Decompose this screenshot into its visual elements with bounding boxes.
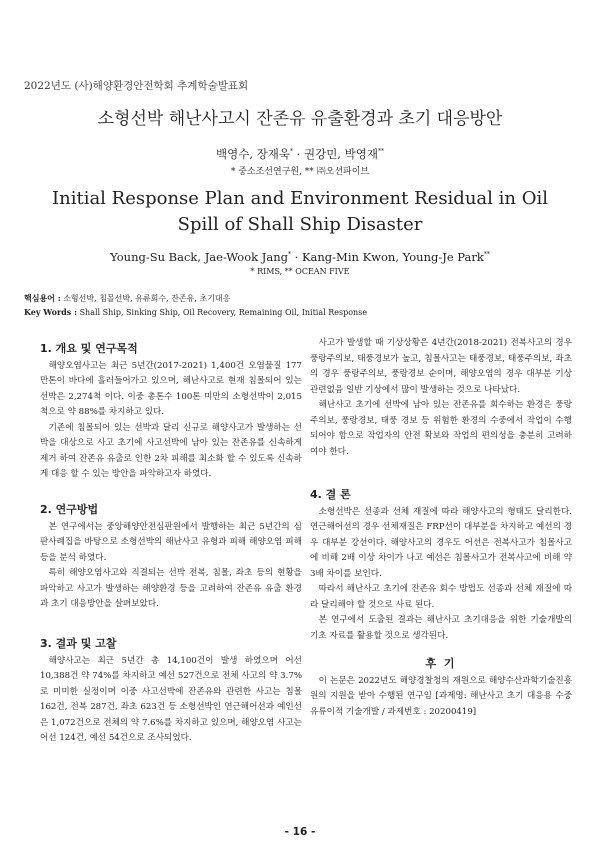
authors-korean-first: 백영수, 장재욱 (216, 147, 291, 161)
section-2-paragraph: 특히 해양오염사고와 직결되는 선박 전복, 침몰, 좌초 등의 현황을 파악하고 사고가 발생하는 해양환경 등을 고려하여 잔존유 유출 환경과 초기 대응방안을 살펴보았다. (40, 568, 302, 609)
section-3-paragraph: 사고가 발생할 때 기상상황은 4년간(2018-2021) 전복사고의 경우 풍랑주의보, 태풍경보가 높고, 침몰사고는 태풍경보, 태풍주의보, 좌초의 경우 풍랑주의보, 풍랑경보 순이며, 해양오염의 경우 대부분 기상 관련없음 일반 기상에서 많이 발생하는 것으로 나타났다. (310, 338, 572, 395)
authors-korean (0, 146, 600, 162)
right-column-ack (310, 656, 572, 720)
section-2-paragraph: 본 연구에서는 중앙해양안전심판원에서 발행하는 최근 5년간의 심판사례집을 바탕으로 소형선박의 해난사고 유형과 피해 해양오염 피해 등을 분석 하였다. (40, 521, 302, 563)
section-2-title: 2. 연구방법 (40, 503, 99, 516)
right-column (310, 336, 572, 460)
keywords-korean-label: 핵심용어 : (24, 293, 61, 303)
section-4-paragraph: 따라서 해난사고 초기에 잔존유 회수 방법도 선종과 선체 재질에 따라 달리해야 할 것으로 사료 된다. (310, 584, 572, 610)
affiliations-korean: * 중소조선연구원, ** ㈜오션파이브 (230, 167, 370, 177)
left-column-sec3 (40, 636, 302, 747)
section-4-title: 4. 결 론 (310, 488, 351, 501)
section-1-paragraph: 해양오염사고는 최근 5년간(2017-2021) 1,400건 오염물질 177만톤이 바다에 흘러들어가고 있으며, 해난사고로 현재 침몰되어 있는 선박은 2,274척 이다. 이중 총톤수 100톤 미만의 소형선박이 2,015척으로 약 88%를 차지하고 있다. (40, 360, 302, 417)
section-3-paragraph: 해난사고 초기에 선박에 남아 있는 잔존유를 회수하는 환경은 풍랑주의보, 풍랑경보, 태풍 경보 등 위험한 환경의 수중에서 작업이 수행되어야 함으로 작업자의 안전 확보와 작업의 편의성을 충분히 고려하여야 한다. (310, 400, 572, 457)
section-1-paragraph: 기존에 침몰되어 있는 선박과 달리 신규로 해양사고가 발생하는 선박을 대상으로 사고 초기에 사고선박에 남아 있는 잔존유를 신속하게 제거 하여 잔존유 유출로 인한 2차 피해를 최소화 할 수 있도록 신속하게 대응 할 수 있는 방안을 파악하고자 하였다. (40, 422, 302, 479)
right-column-sec4 (310, 487, 572, 644)
affil-mark-en-1: * (287, 251, 291, 259)
keywords-english (24, 307, 367, 317)
conference-header: 2022년도 (사)해양환경안전학회 추계학술발표회 (24, 80, 249, 92)
affil-mark-2: ** (377, 148, 384, 156)
affil-mark-1: * (290, 148, 294, 156)
section-4-paragraph: 본 연구에서 도출된 결과는 해난사고 초기대응을 위한 기술개발의 기초 자료를 활용할 것으로 생각된다. (310, 615, 572, 641)
section-4-paragraph: 소형선박은 선종과 선체 재질에 따라 해양사고의 형태도 달리한다. 연근해어선의 경우 선체재질은 FRP선이 대부분을 차지하고 예선의 경우 대부분 강선이다. 해양사고의 경우도 어선은 전복사고가 침몰사고에 비해 2배 이상 차이가 나고 예선은 침몰사고가 전복사고에 비해 약 3배 차이를 보인다. (310, 506, 572, 579)
affiliations-english: * RIMS, ** OCEAN FIVE (250, 267, 350, 276)
authors-english-first: Young-Su Back, Jae-Wook Jang (110, 250, 288, 264)
section-1-title: 1. 개요 및 연구목적 (40, 342, 138, 355)
authors-english (0, 250, 600, 264)
acknowledgement-paragraph: 이 논문은 2022년도 해양경찰청의 재원으로 해양수산과학기술진흥원의 지원을 받아 수행된 연구임 [과제명: 해난사고 초기 대응용 수중 유류이적 기술개발 / 과제번호 : 20200419] (310, 675, 572, 717)
paper-title-korean: 소형선박 해난사고시 잔존유 유출환경과 초기 대응방안 (97, 109, 503, 129)
keywords-korean (24, 293, 230, 304)
keywords-english-label: Key Words : (24, 307, 78, 317)
affil-mark-en-2: ** (483, 251, 490, 259)
section-3-paragraph: 해양사고는 최근 5년간 총 14,100건이 발생 하였으며 어선 10,388건 약 74%를 차지하고 예선 527건으로 전체 사고의 약 3.7%로 미미한 실정이며 이중 사고선박에 잔존유와 관련한 사고는 침몰 162건, 전복 287건, 좌초 623건 등 소형선박인 연근해어선과 예인선은 1,072건으로 전체의 약 7.6%를 차지하고 있으며, 해양오염 사고는 어선 124건, 예선 54건으로 조사되었다. (40, 655, 302, 743)
keywords-english-text: Shall Ship, Sinking Ship, Oil Recovery, Remaining Oil, Initial Response (77, 308, 368, 317)
authors-korean-rest: · 권강민, 박영재 (293, 147, 378, 161)
acknowledgement-title: 후 기 (425, 657, 457, 670)
page-number: - 16 - (284, 826, 316, 838)
left-column-sec2 (40, 502, 302, 613)
section-3-title: 3. 결과 및 고찰 (40, 637, 117, 650)
authors-english-rest: · Kang-Min Kwon, Young-Je Park (290, 250, 484, 264)
keywords-korean-text: 소형선박, 침몰선박, 유류회수, 잔존유, 초기대응 (60, 294, 231, 303)
left-column (40, 341, 302, 483)
paper-title-english: Initial Response Plan and Environment Residual in Oil Spill of Shall Ship Disaster (52, 188, 548, 236)
